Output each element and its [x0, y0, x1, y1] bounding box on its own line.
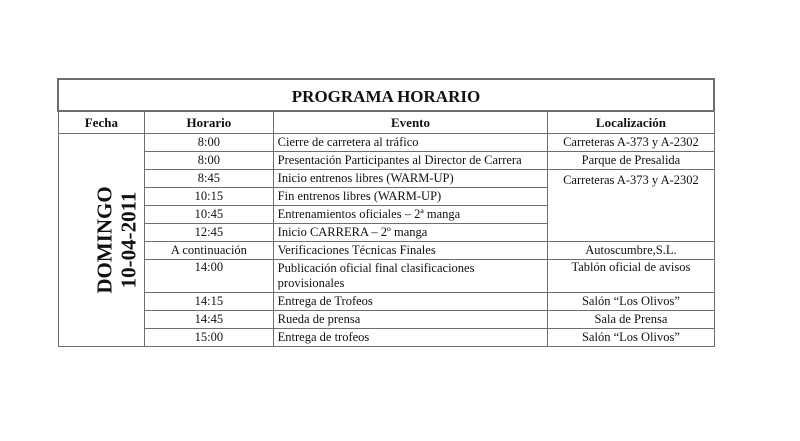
row-time: 14:15	[145, 293, 273, 311]
table-row	[58, 170, 714, 188]
row-time: 8:00	[145, 152, 273, 170]
row-event: Fin entrenos libres (WARM-UP)	[273, 188, 548, 206]
row-time: A continuación	[145, 242, 273, 260]
table-row	[58, 242, 714, 260]
row-time: 8:45	[145, 170, 273, 188]
row-location: Parque de Presalida	[548, 152, 714, 170]
row-location: Sala de Prensa	[548, 311, 714, 329]
row-event: Entrenamientos oficiales – 2ª manga	[273, 206, 548, 224]
table-row	[58, 152, 714, 170]
row-time: 15:00	[145, 329, 273, 347]
table-row	[58, 293, 714, 311]
date-value: 10-04-2011	[116, 191, 141, 289]
header-time: Horario	[145, 111, 273, 134]
date-label	[92, 186, 140, 293]
row-time: 14:45	[145, 311, 273, 329]
header-date: Fecha	[58, 111, 145, 134]
date-day: DOMINGO	[92, 186, 117, 294]
row-location-merged: Carreteras A-373 y A-2302	[548, 170, 714, 242]
date-cell	[58, 134, 145, 347]
row-event: Verificaciones Técnicas Finales	[273, 242, 548, 260]
row-time: 12:45	[145, 224, 273, 242]
table-row	[58, 260, 714, 293]
row-event: Entrega de Trofeos	[273, 293, 548, 311]
row-location: Tablón oficial de avisos	[548, 260, 714, 293]
row-event: Inicio CARRERA – 2º manga	[273, 224, 548, 242]
row-location: Salón “Los Olivos”	[548, 293, 714, 311]
row-location: Salón “Los Olivos”	[548, 329, 714, 347]
header-event: Evento	[273, 111, 548, 134]
header-row	[58, 111, 714, 134]
row-location: Carreteras A-373 y A-2302	[548, 134, 714, 152]
header-location: Localización	[548, 111, 714, 134]
row-event: Cierre de carretera al tráfico	[273, 134, 548, 152]
table-row	[58, 134, 714, 152]
table-row	[58, 329, 714, 347]
schedule-table	[57, 78, 715, 347]
row-event: Presentación Participantes al Director de Carrera	[273, 152, 548, 170]
row-time: 8:00	[145, 134, 273, 152]
title-row	[58, 79, 714, 111]
row-event: Inicio entrenos libres (WARM-UP)	[273, 170, 548, 188]
table-title: PROGRAMA HORARIO	[58, 79, 714, 111]
row-event: Publicación oficial final clasificaciones provisionales	[273, 260, 548, 293]
row-event: Entrega de trofeos	[273, 329, 548, 347]
row-time: 10:45	[145, 206, 273, 224]
row-time: 10:15	[145, 188, 273, 206]
row-location: Autoscumbre,S.L.	[548, 242, 714, 260]
row-time: 14:00	[145, 260, 273, 293]
row-event: Rueda de prensa	[273, 311, 548, 329]
table-row	[58, 311, 714, 329]
